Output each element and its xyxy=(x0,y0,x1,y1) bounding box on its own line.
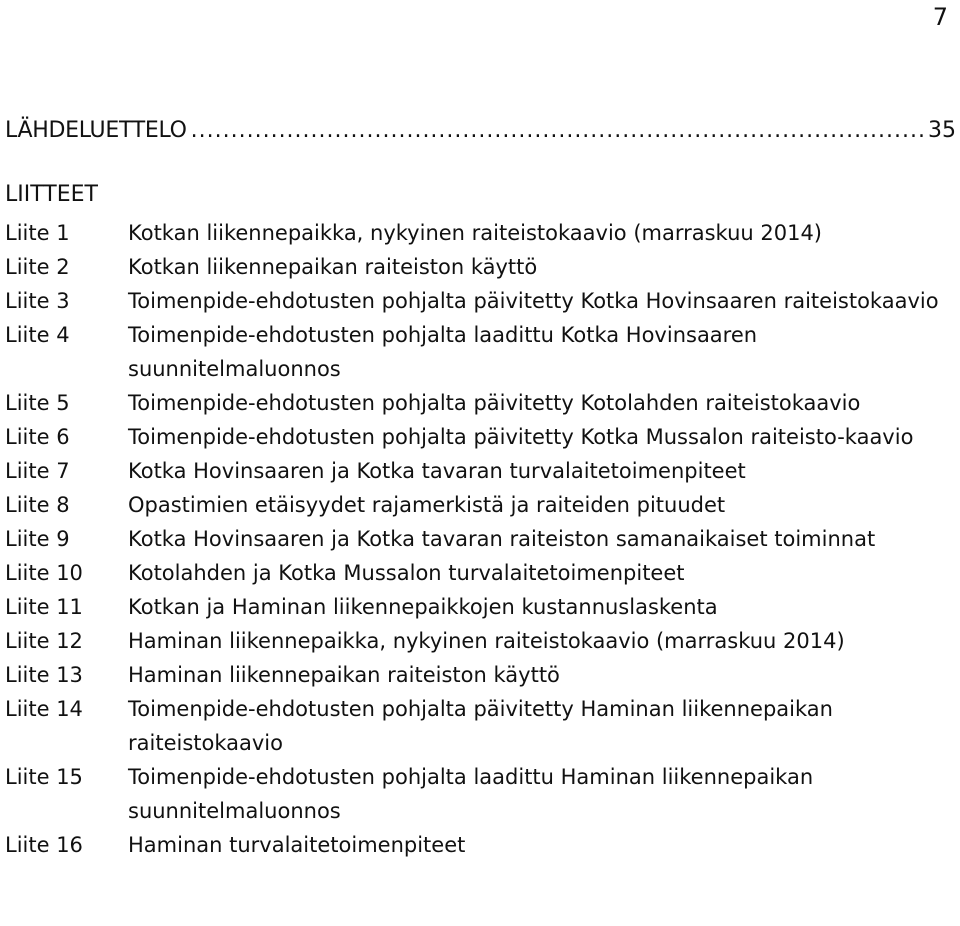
appendix-item xyxy=(5,692,955,760)
appendix-item xyxy=(5,454,955,488)
appendix-text: Kotka Hovinsaaren ja Kotka tavaran raiteiston samanaikaiset toiminnat xyxy=(128,527,876,551)
appendix-text: Toimenpide-ehdotusten pohjalta laadittu Haminan liikennepaikan suunnitelmaluonnos xyxy=(128,765,814,823)
appendix-item xyxy=(5,250,955,284)
appendix-text: Toimenpide-ehdotusten pohjalta päivitetty Kotka Mussalon raiteisto-kaavio xyxy=(128,425,914,449)
appendix-text: Toimenpide-ehdotusten pohjalta päivitetty Kotolahden raiteistokaavio xyxy=(128,391,861,415)
toc-dot-leader xyxy=(191,118,924,143)
appendix-list xyxy=(5,216,955,862)
appendix-item xyxy=(5,216,955,250)
appendix-item xyxy=(5,318,955,386)
appendix-item xyxy=(5,488,955,522)
appendix-text: Kotka Hovinsaaren ja Kotka tavaran turvalaitetoimenpiteet xyxy=(128,459,746,483)
appendix-text: Kotkan liikennepaikka, nykyinen raiteistokaavio (marraskuu 2014) xyxy=(128,221,822,245)
appendix-label: Liite 10 xyxy=(5,561,83,585)
appendix-text: Toimenpide-ehdotusten pohjalta päivitetty Haminan liikennepaikan raiteistokaavio xyxy=(128,697,833,755)
appendix-label: Liite 11 xyxy=(5,595,83,619)
appendix-label: Liite 2 xyxy=(5,255,70,279)
appendix-text: Opastimien etäisyydet rajamerkistä ja raiteiden pituudet xyxy=(128,493,726,517)
appendix-label: Liite 14 xyxy=(5,697,83,721)
appendix-text: Toimenpide-ehdotusten pohjalta päivitetty Kotka Hovinsaaren raiteistokaavio xyxy=(128,289,939,313)
toc-entry xyxy=(5,118,960,152)
appendix-item xyxy=(5,760,955,828)
appendix-label: Liite 13 xyxy=(5,663,83,687)
appendix-text: Kotkan liikennepaikan raiteiston käyttö xyxy=(128,255,538,279)
appendix-item xyxy=(5,556,955,590)
toc-entry-title: LÄHDELUETTELO xyxy=(5,118,187,143)
appendix-text: Toimenpide-ehdotusten pohjalta laadittu Kotka Hovinsaaren suunnitelmaluonnos xyxy=(128,323,758,381)
appendix-item xyxy=(5,624,955,658)
appendix-text: Haminan liikennepaikan raiteiston käyttö xyxy=(128,663,560,687)
appendix-label: Liite 5 xyxy=(5,391,70,415)
appendix-text: Haminan liikennepaikka, nykyinen raiteistokaavio (marraskuu 2014) xyxy=(128,629,845,653)
appendix-item xyxy=(5,420,955,454)
appendix-item xyxy=(5,284,955,318)
section-heading: LIITTEET xyxy=(5,182,98,207)
appendix-label: Liite 9 xyxy=(5,527,70,551)
appendix-text: Haminan turvalaitetoimenpiteet xyxy=(128,833,466,857)
appendix-item xyxy=(5,590,955,624)
appendix-item xyxy=(5,386,955,420)
toc-entry-page: 35 xyxy=(928,118,956,143)
appendix-item xyxy=(5,522,955,556)
appendix-item xyxy=(5,828,955,862)
appendix-label: Liite 1 xyxy=(5,221,70,245)
appendix-label: Liite 12 xyxy=(5,629,83,653)
appendix-label: Liite 3 xyxy=(5,289,70,313)
page-number: 7 xyxy=(932,3,948,31)
appendix-text: Kotolahden ja Kotka Mussalon turvalaitetoimenpiteet xyxy=(128,561,685,585)
appendix-label: Liite 16 xyxy=(5,833,83,857)
appendix-text: Kotkan ja Haminan liikennepaikkojen kustannuslaskenta xyxy=(128,595,718,619)
appendix-label: Liite 15 xyxy=(5,765,83,789)
appendix-label: Liite 8 xyxy=(5,493,70,517)
appendix-item xyxy=(5,658,955,692)
appendix-label: Liite 7 xyxy=(5,459,70,483)
appendix-label: Liite 6 xyxy=(5,425,70,449)
appendix-label: Liite 4 xyxy=(5,323,70,347)
